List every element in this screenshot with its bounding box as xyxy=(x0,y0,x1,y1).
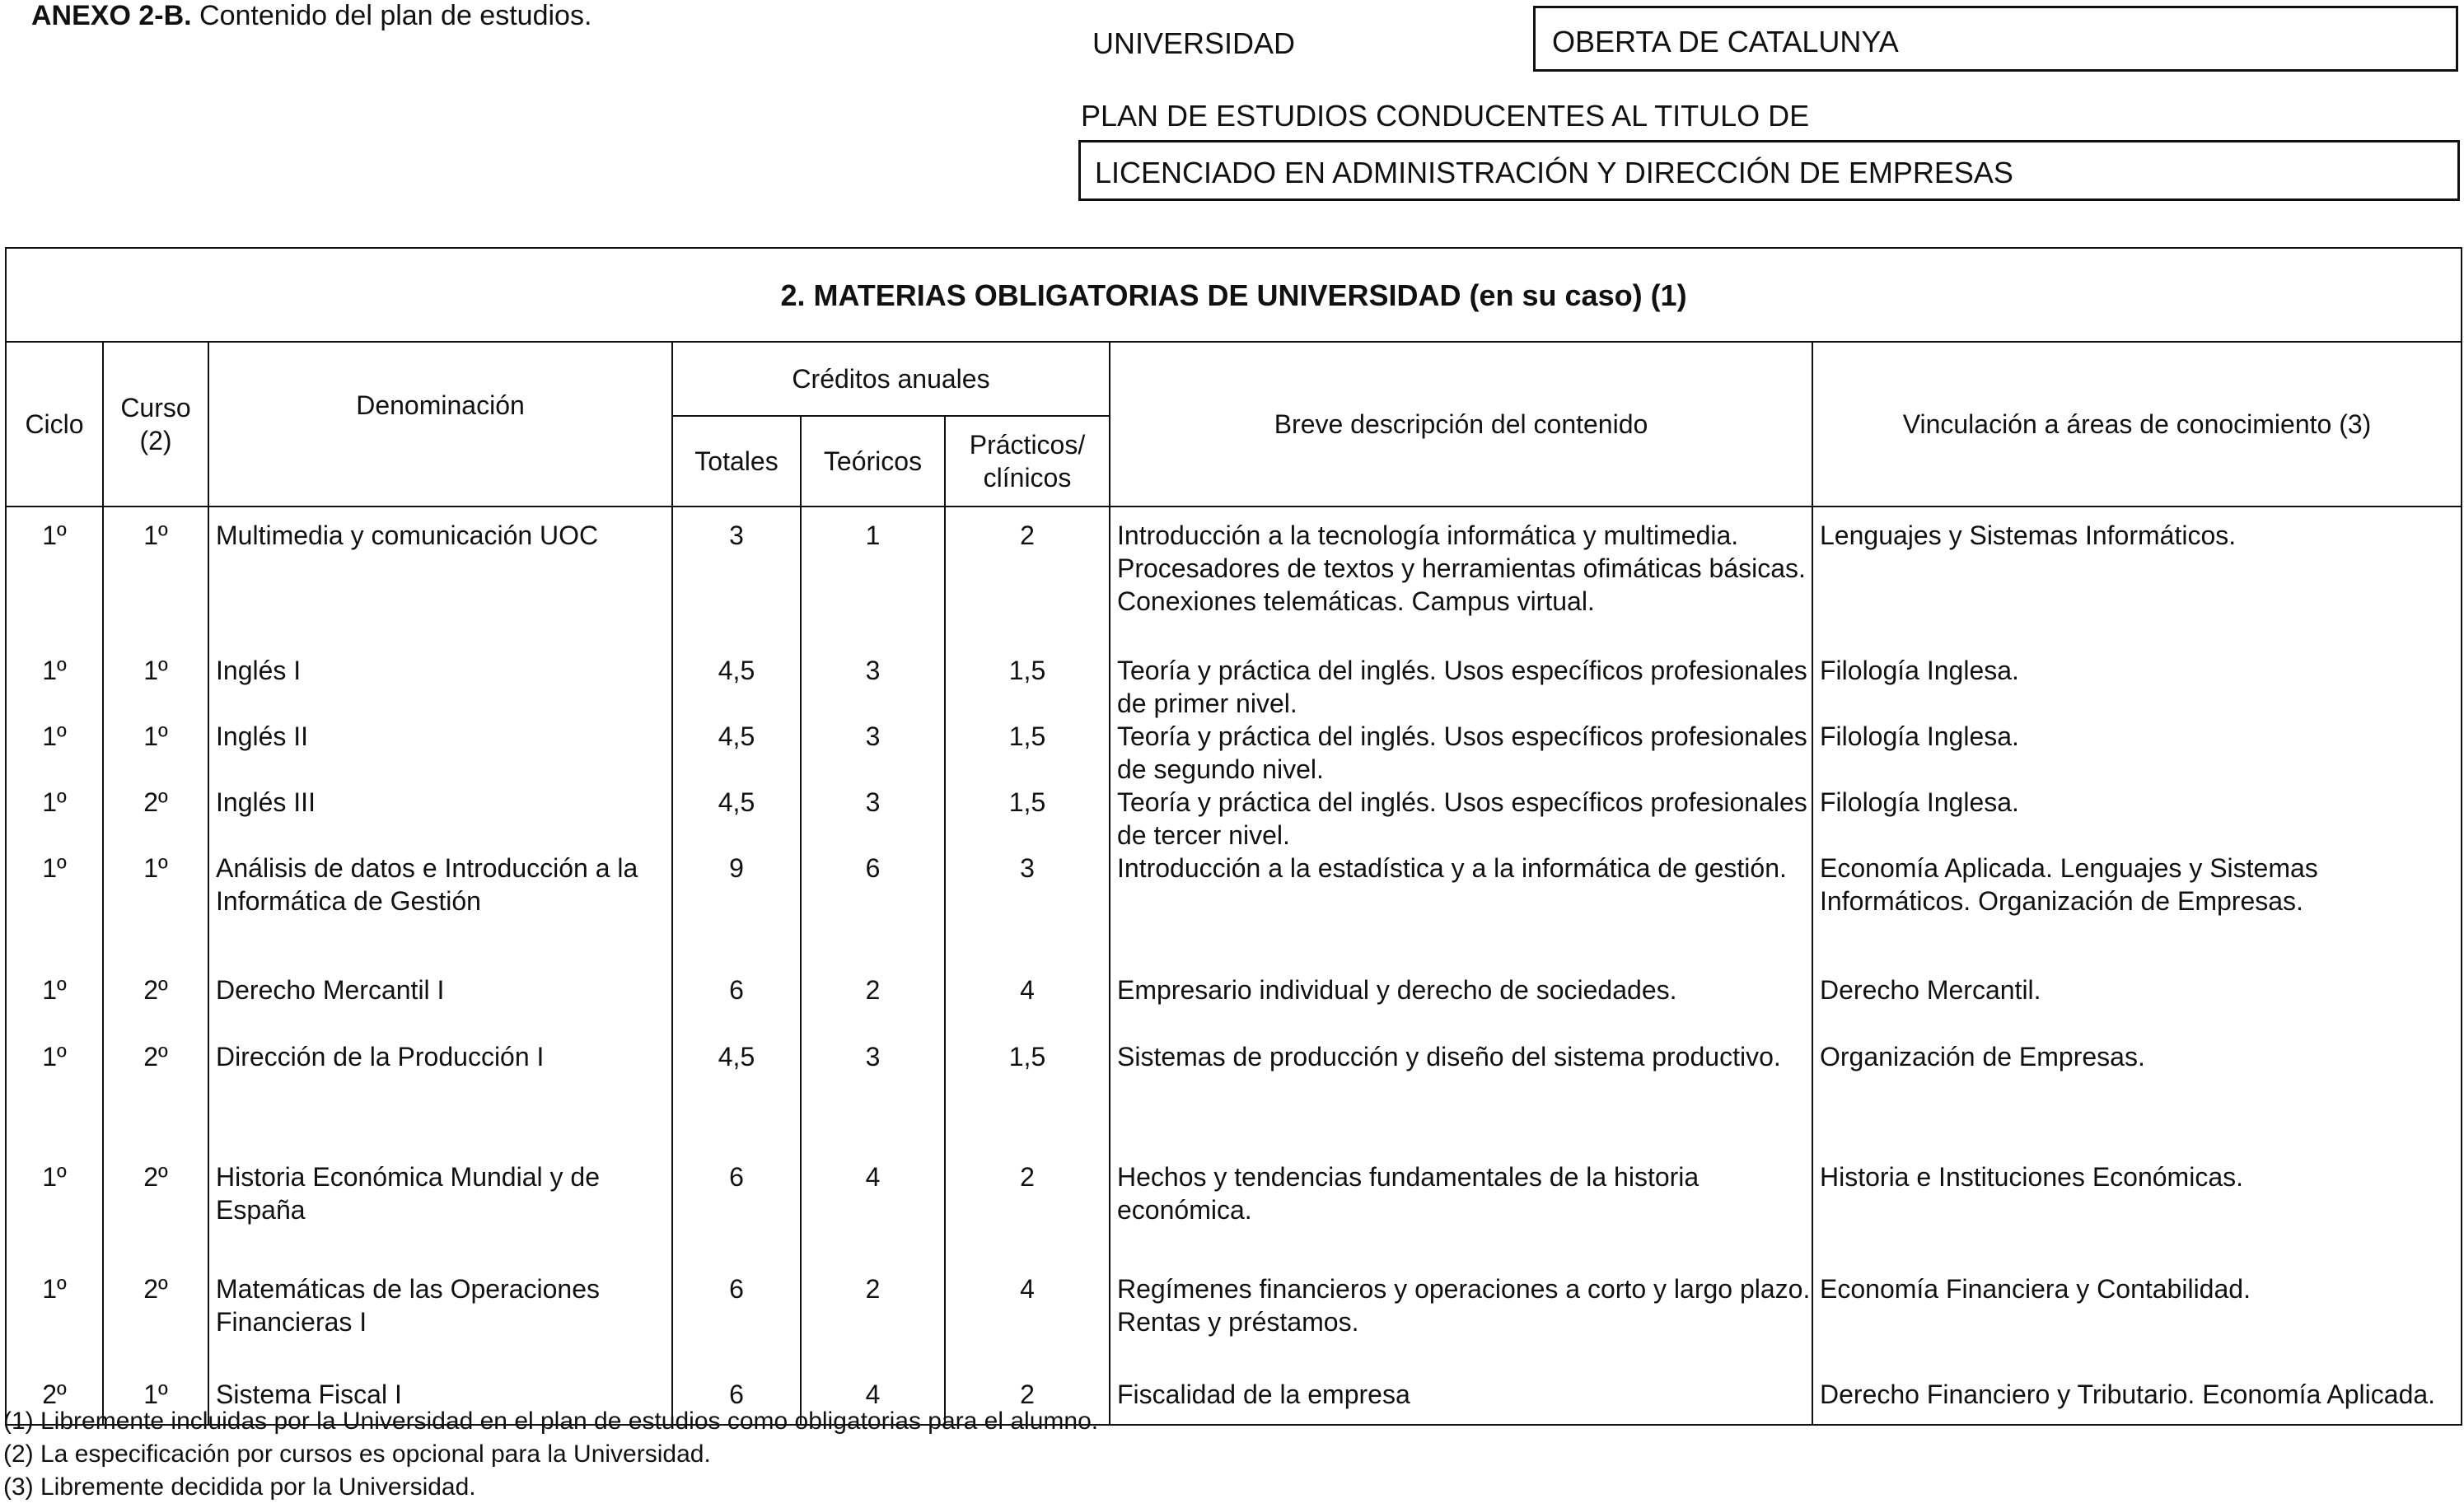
table-title: 2. MATERIAS OBLIGATORIAS DE UNIVERSIDAD (en su caso) (1) xyxy=(6,248,2462,342)
plan-label: PLAN DE ESTUDIOS CONDUCENTES AL TITULO DE xyxy=(1081,99,1810,133)
row-teoricos: 2 xyxy=(801,1235,945,1338)
universidad-label: UNIVERSIDAD xyxy=(1092,26,1296,60)
row-denominacion: Inglés I xyxy=(208,641,672,720)
footnote-2: (2) La especificación por cursos es opcional para la Universidad. xyxy=(3,1440,711,1468)
row-practicos: 1,5 xyxy=(945,786,1110,852)
row-totales: 4,5 xyxy=(672,1029,801,1126)
table-row xyxy=(6,507,2462,641)
row-vinculacion: Lenguajes y Sistemas Informáticos. xyxy=(1812,507,2462,641)
row-denominacion: Matemáticas de las Operaciones Financieras I xyxy=(208,1235,672,1338)
row-totales: 6 xyxy=(672,1235,801,1338)
header-ciclo: Ciclo xyxy=(6,342,103,507)
row-vinculacion: Filología Inglesa. xyxy=(1812,641,2462,720)
table-row xyxy=(6,641,2462,720)
row-teoricos: 2 xyxy=(801,955,945,1029)
row-practicos: 2 xyxy=(945,507,1110,641)
row-vinculacion: Economía Financiera y Contabilidad. xyxy=(1812,1235,2462,1338)
row-vinculacion: Filología Inglesa. xyxy=(1812,720,2462,786)
table-row xyxy=(6,720,2462,786)
footnotes xyxy=(3,1405,1098,1504)
row-ciclo: 1º xyxy=(6,641,103,720)
row-curso: 2º xyxy=(103,1029,208,1126)
row-descripcion: Fiscalidad de la empresa xyxy=(1110,1338,1812,1425)
header-practicos: Prácticos/ clínicos xyxy=(945,416,1110,507)
row-teoricos: 3 xyxy=(801,641,945,720)
row-descripcion: Introducción a la tecnología informática y multimedia. Procesadores de textos y herramientas ofimáticas básicas. Conexiones telemáticas. Campus virtual. xyxy=(1110,507,1812,641)
row-totales: 6 xyxy=(672,1126,801,1235)
row-descripcion: Empresario individual y derecho de sociedades. xyxy=(1110,955,1812,1029)
row-practicos: 1,5 xyxy=(945,1029,1110,1126)
row-descripcion: Sistemas de producción y diseño del sistema productivo. xyxy=(1110,1029,1812,1126)
row-curso: 1º xyxy=(103,720,208,786)
annex-title-bold: ANEXO 2-B. xyxy=(31,0,192,31)
row-denominacion: Multimedia y comunicación UOC xyxy=(208,507,672,641)
table-row xyxy=(6,1029,2462,1126)
row-descripcion: Teoría y práctica del inglés. Usos específicos profesionales de tercer nivel. xyxy=(1110,786,1812,852)
row-teoricos: 6 xyxy=(801,852,945,955)
row-descripcion: Introducción a la estadística y a la informática de gestión. xyxy=(1110,852,1812,955)
row-curso: 1º xyxy=(103,641,208,720)
table-row xyxy=(6,1126,2462,1235)
row-practicos: 2 xyxy=(945,1338,1110,1425)
row-ciclo: 1º xyxy=(6,1235,103,1338)
row-curso: 2º xyxy=(103,1235,208,1338)
row-ciclo: 1º xyxy=(6,786,103,852)
table-row xyxy=(6,786,2462,852)
row-practicos: 4 xyxy=(945,1235,1110,1338)
footnote-1: (1) Libremente incluidas por la Universidad en el plan de estudios como obligatorias para el alumno. xyxy=(3,1408,1099,1435)
row-curso: 1º xyxy=(103,852,208,955)
row-vinculacion: Derecho Financiero y Tributario. Economía Aplicada. xyxy=(1812,1338,2462,1425)
row-denominacion: Sistema Fiscal I xyxy=(208,1338,672,1425)
row-totales: 6 xyxy=(672,955,801,1029)
row-vinculacion: Derecho Mercantil. xyxy=(1812,955,2462,1029)
header-teoricos: Teóricos xyxy=(801,416,945,507)
header-creditos: Créditos anuales xyxy=(672,342,1110,416)
row-ciclo: 1º xyxy=(6,955,103,1029)
row-totales: 9 xyxy=(672,852,801,955)
row-denominacion: Análisis de datos e Introducción a la Informática de Gestión xyxy=(208,852,672,955)
row-denominacion: Dirección de la Producción I xyxy=(208,1029,672,1126)
row-totales: 4,5 xyxy=(672,641,801,720)
row-ciclo: 1º xyxy=(6,852,103,955)
table-row xyxy=(6,1235,2462,1338)
row-vinculacion: Organización de Empresas. xyxy=(1812,1029,2462,1126)
header-curso: Curso (2) xyxy=(103,342,208,507)
row-descripcion: Teoría y práctica del inglés. Usos específicos profesionales de segundo nivel. xyxy=(1110,720,1812,786)
table-row xyxy=(6,955,2462,1029)
row-practicos: 3 xyxy=(945,852,1110,955)
row-curso: 1º xyxy=(103,1338,208,1425)
row-curso: 2º xyxy=(103,955,208,1029)
row-teoricos: 3 xyxy=(801,1029,945,1126)
row-teoricos: 4 xyxy=(801,1338,945,1425)
row-curso: 2º xyxy=(103,1126,208,1235)
row-teoricos: 3 xyxy=(801,786,945,852)
row-vinculacion: Filología Inglesa. xyxy=(1812,786,2462,852)
universidad-field: OBERTA DE CATALUNYA xyxy=(1533,6,2458,72)
row-descripcion: Regímenes financieros y operaciones a corto y largo plazo. Rentas y préstamos. xyxy=(1110,1235,1812,1338)
row-vinculacion: Historia e Instituciones Económicas. xyxy=(1812,1126,2462,1235)
table-row xyxy=(6,852,2462,955)
footnote-3: (3) Libremente decidida por la Universidad. xyxy=(3,1473,476,1501)
plan-title-field: LICENCIADO EN ADMINISTRACIÓN Y DIRECCIÓN DE EMPRESAS xyxy=(1078,140,2460,201)
row-totales: 4,5 xyxy=(672,720,801,786)
row-denominacion: Inglés II xyxy=(208,720,672,786)
row-totales: 4,5 xyxy=(672,786,801,852)
row-totales: 6 xyxy=(672,1338,801,1425)
row-ciclo: 2º xyxy=(6,1338,103,1425)
row-teoricos: 3 xyxy=(801,720,945,786)
row-descripcion: Hechos y tendencias fundamentales de la historia económica. xyxy=(1110,1126,1812,1235)
header-vinculacion: Vinculación a áreas de conocimiento (3) xyxy=(1812,342,2462,507)
row-curso: 2º xyxy=(103,786,208,852)
row-descripcion: Teoría y práctica del inglés. Usos específicos profesionales de primer nivel. xyxy=(1110,641,1812,720)
row-ciclo: 1º xyxy=(6,507,103,641)
subjects-table xyxy=(5,247,2462,1426)
row-teoricos: 4 xyxy=(801,1126,945,1235)
row-practicos: 1,5 xyxy=(945,720,1110,786)
header-denominacion: Denominación xyxy=(208,342,672,507)
annex-title-rest: Contenido del plan de estudios. xyxy=(191,0,592,31)
row-teoricos: 1 xyxy=(801,507,945,641)
row-ciclo: 1º xyxy=(6,1029,103,1126)
row-ciclo: 1º xyxy=(6,720,103,786)
row-ciclo: 1º xyxy=(6,1126,103,1235)
row-vinculacion: Economía Aplicada. Lenguajes y Sistemas Informáticos. Organización de Empresas. xyxy=(1812,852,2462,955)
row-denominacion: Inglés III xyxy=(208,786,672,852)
row-practicos: 4 xyxy=(945,955,1110,1029)
header-totales: Totales xyxy=(672,416,801,507)
row-practicos: 2 xyxy=(945,1126,1110,1235)
row-denominacion: Historia Económica Mundial y de España xyxy=(208,1126,672,1235)
annex-title xyxy=(31,0,591,32)
row-totales: 3 xyxy=(672,507,801,641)
row-curso: 1º xyxy=(103,507,208,641)
row-denominacion: Derecho Mercantil I xyxy=(208,955,672,1029)
row-practicos: 1,5 xyxy=(945,641,1110,720)
header-descripcion: Breve descripción del contenido xyxy=(1110,342,1812,507)
